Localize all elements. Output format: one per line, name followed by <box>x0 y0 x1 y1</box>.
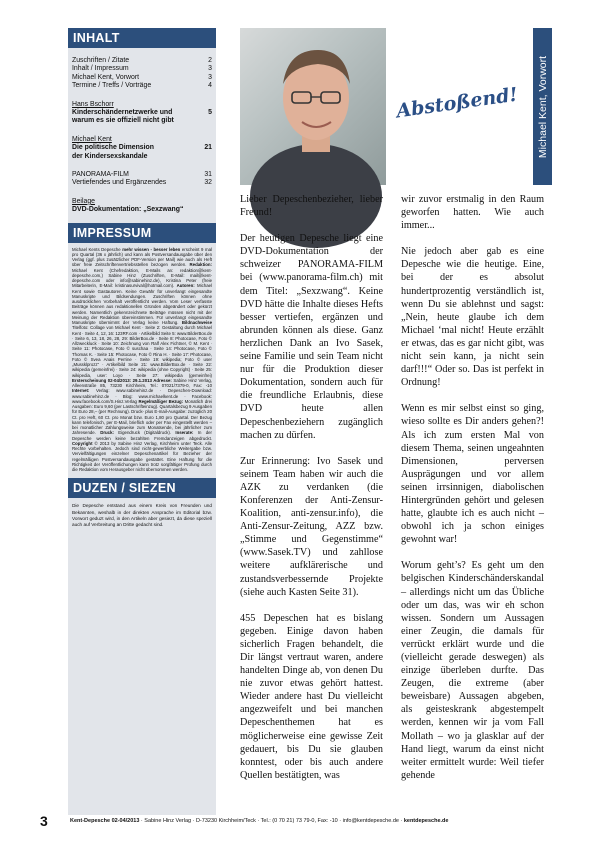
portrait-image <box>240 28 386 185</box>
paragraph: Worum geht’s? Es geht um den belgischen Kinderschänderskandal – allerdings nicht um das Übliche oder um das, was wir eh schon wissen. Sondern um Aussagen einer Zeugin, die damals für verrückt erklärt wurde und die (vielleicht gerade deswegen) als einzige überleben durfte. Das Zeugen, die extreme (aber beweisbare) Aussagen abgeben, als geisteskrank abgestempelt werden, kennen wir ja vom Fall Mollath – wo ja glasklar auf der Hand liegt, warum da einst nicht weiter ermittelt wurde: Weil tiefer gehende <box>401 560 544 781</box>
toc-item[interactable]: Zuschriften / Zitate 2 <box>72 57 212 64</box>
toc-beilage-title[interactable]: DVD-Dokumentation: „Sexzwang“ <box>72 206 184 214</box>
toc-article-title[interactable]: Kinderschändernetzwerke und 5 <box>72 109 212 117</box>
impressum-label: Inserate: <box>175 430 194 436</box>
toc-beilage-label: Beilage <box>72 197 95 205</box>
impressum-label: Copyright <box>72 440 93 446</box>
duzen-heading: DUZEN / SIEZEN <box>68 478 216 498</box>
header <box>237 28 533 185</box>
impressum-label: Redaktion: <box>189 262 212 268</box>
paragraph: Der heutigen Depesche liegt eine DVD-Dokumentation der schweizer PANORAMA-FILM bei (www.panorama-film.ch) mit dem Titel: „Sexzwang“. Keine DVD hätte die Inhalte dieses Hefts besser vertiefen, ergänzen und abrunden können als diese. Ganz herzlichen Dank an Ivo Sasek, seine Familie und sein Team nicht nur für die Produktion dieser Dokumentation, sondern auch für die freundliche Erlaubnis, diese DVD heute allen Depeschenbeziehern zugänglich machen zu dürfen. <box>240 233 383 441</box>
table-of-contents: Zuschriften / Zitate 2 Inhalt / Impressum 3 Michael Kent, Vorwort 3 Termine / Treffs / Vorträge 4 Hans Bschorr Kinderschändernetzwerke und 5 warum es sie offiziell nicht gibt Michael Kent Die politische Dimension 21 der Kindersexskandale PANORAMA-FILM 31 Vertiefendes und Ergänzendes 32 Beilage DVD-Dokumentation: „Sexzwang“ <box>72 57 212 214</box>
impressum-segment: Eigendruck (Digitaldruck). <box>113 430 176 436</box>
toc-article-author: Hans Bschorr <box>72 100 114 108</box>
toc-article-title[interactable]: Die politische Dimension 21 <box>72 144 212 152</box>
footer-website-link[interactable]: kentdepesche.de <box>403 818 449 824</box>
impressum-label: Internet: <box>72 388 90 394</box>
impressum-text <box>68 243 216 473</box>
footer-brand: Kent-Depesche 02-04/2013 <box>70 818 140 824</box>
impressum-segment: Verlag: www.sabinehinz.de · Depeschen-Download: www.sabinehinz.de · Blog: www.michaelkent.de · Facebook: www.facebook.com/S.Hinz.Verlag <box>72 388 212 404</box>
article-column-2 <box>401 193 544 795</box>
vertical-title: Michael Kent, Vorwort <box>536 55 549 158</box>
impressum-segment: Monatlich drei Ausgaben: Euro 9,60 (per Lastschrifteinzug). Quartalsbezug 9 Ausgaben für Euro 28,– (per Rechnung). Druck- plus E-mail-Ausgabe: zuzüglich 20 Ct. pro Heft, 60 Ct. pro Monat bzw. Euro 1,80 pro Quartal. Der Bezug kann telefonisch, per E-Mail, brieflich oder per Fax eingestellt werden – bei monatlicher Zahlungsweise zum Monatsende, bei jährlicher zum Jahresende. <box>72 398 213 436</box>
page-number: 3 <box>40 813 48 829</box>
paragraph: Wenn es mir selbst einst so ging, wieso sollte es Dir anders gehen?! Als ich zum ersten Mal von diesem Thema, seinen ungeahnten Dimensionen, perversen Ausprägungen und vor allem seinen irrsinnigen, diabolischen Hintergründen gehört und gelesen hatte, glaubte ich es auch nicht – obwohl ich ja schon einiges gewohnt war! <box>401 403 544 546</box>
impressum-segment: Michael Kent sowie Gastautoren. Keine Gewähr für unverlangt eingesandte Manuskripte und Bildsendungen. Zuschriften können ohne ausdrücklichen Vorbehalt veröffentlicht werden. Vom Leser verfasste Beiträge können aus redaktionellen Gründen abgeändert oder gekürzt werden. Namentlich gekennzeichnete Beiträge müssen nicht mit der Meinung der Redaktion übereinstimmen. Für unverlangt eingesandte Manuskripte übernimmt der Verlag keine Haftung. <box>72 283 212 326</box>
photo-caption: Michael Kent <box>237 149 241 171</box>
toc-item[interactable]: Inhalt / Impressum 3 <box>72 65 212 73</box>
paragraph: wir zuvor erstmalig in den Raum geworfen hatten. Wie auch immer... <box>401 194 544 232</box>
impressum-label: mehr wissen - besser leben <box>122 246 181 252</box>
impressum-segment: erscheint 9 mal pro Quartal (36 x jährlich) und kann als Postversandausgabe über den Verlag (ggf. plus zusätzlicher PDF-Version per Mail) wie auch als Heft über freie Zeitschriftenvertriebsstellen bezogen werden. <box>72 246 213 268</box>
page-footer <box>40 813 560 829</box>
toc-article-author: Michael Kent <box>72 135 112 143</box>
impressum-segment: Sabine Hinz Verlag, Alleenstraße 85, 73230 Kirchheim, Tel.: 07021/7379-0, Fax: -10 <box>72 377 212 389</box>
salutation: Lieber Depeschenbezieher, lieber Freund! <box>240 194 383 219</box>
author-photo <box>237 28 386 185</box>
article-column-1 <box>240 193 383 795</box>
impressum-segment: In der Depesche werden keine bezahlten Fremdanzeigen abgedruckt. <box>72 430 212 441</box>
paragraph: Nie jedoch aber gab es eine Depesche wie die heutige. Eine, bei der es absolut hundertprozentig verständlich ist, wenn Du sie ablehnst und sagst: „Nein, heute glaube ich dem Michael ‘mal nicht! Heute erzählt er etwas, das es gar nicht gibt, was nicht sein kann, ja nicht sein darf!!!“ Oder so. Das ist perfekt in Ordnung! <box>401 246 544 389</box>
duzen-text: Die Depesche entstand aus einem Kreis von Freunden und Bekannten, weshalb in der direkten Ansprache im Editorial bzw. Vorwort geduzt wird, in den Artikeln aber gesiezt, da diese speziell auch auf Verbreitung an Dritte gedacht sind. <box>72 503 212 527</box>
impressum-label: Ersterscheinung 02-04/2013: 29.1.2013 Adresse: <box>72 377 172 383</box>
impressum-segment: Michael Kent (Chefredaktion, E-Mails an: redaktion@kent-depesche.com,) Sabine Hinz (Zuschriften, E-Mail: mail@kent-depesche.com oder info@sabinehinz.de), Kristina Peter (freie Mitarbeiterin, E-Mail: kristinasurvival@hotmail.com). <box>72 267 212 289</box>
impressum-segment: Titelfoto: Collage von Michael Kent · Seite 2: Gestaltung durch Michael Kent · Seite 4, 12, 16: 123RF.com · Artikelbild Seite 5: www.BilderBox.de · Seite 6, 13, 18, 26, 28, 29: BilderBox.de · Seite 8: Photocase, Foto © Allzweckluck · Seite 10: Zeichnung von Ralf Alex Fichtner, © M. Kent · Seite 11: Photocase, Foto © suschaa · Seite 14: Photocase, Foto © Thomas K. · Seite 15: Photocase, Foto © Rina H. · Seite 17: Photocase, Foto © Svea Anais Perrine · Seite 19: wikipedia; Foto © user „Mussklprozz“ · Artikelbild Seite 21: www.BilderBox.de · Seite 22: wikipedia (gemeinfrei) · Seite 24: wikipedia (ohne Copyright) · Seite 25: wikipedia, user: Loyo · Seite 27: wikipedia (gemeinfrei) <box>72 325 212 378</box>
impressum-heading: IMPRESSUM <box>68 223 216 243</box>
handwritten-title: Abstoßend! <box>395 83 520 123</box>
toc-item[interactable]: Michael Kent, Vorwort 3 <box>72 73 212 81</box>
paragraph: 455 Depeschen hat es bislang gegeben. Einige davon haben sicherlich Fragen behandelt, die Dir längst vertraut waren, andere handelten Dinge ab, von denen Du nie zuvor etwas gehört hattest. Wieder andere hast Du vielleicht angezweifelt und bei manchen Depeschenthemen hat es möglicherweise eine gewisse Zeit gedauert, bis Du sie glauben konntest, oder bis auch andere Quellen bestätigten, was <box>240 612 383 781</box>
impressum-segment: © 2013 by Sabine Hinz Verlag, Kirchheim unter Teck. Alle Rechte vorbehalten. Jedoch sind nicht-gewerbliche Weitergabe bzw. Vervielfältigungen einzelner Depeschenartikel für Bezieher der regelmäßigen Postversandausgabe gestattet. Eine Haftung für die Richtigkeit der Veröffentlichungen kann trotz sorgfältiger Prüfung durch die Redaktion vom Herausgeber nicht übernommen werden. <box>72 440 212 473</box>
sidebar <box>68 28 216 815</box>
toc-item[interactable]: Termine / Treffs / Vorträge 4 <box>72 82 212 90</box>
paragraph: Zur Erinnerung: Ivo Sasek und seinem Team haben wir auch die AZK zu verdanken (die Konferenzen der Anti-Zensur-Koalition, anti-zensur.info), die Anti-Zensur-Zeitung, AZZ bzw. „Stimme und Gegenstimme“ (www.Sasek.TV) und zahllose weitere aufklärerische und zustandsverbessernde Projekte (siehe auch Kasten Seite 31). <box>240 455 383 598</box>
toc-item[interactable]: Vertiefendes und Ergänzendes 32 <box>72 179 212 187</box>
impressum-label: Regelmäßiger Bezug: <box>138 398 184 404</box>
impressum-label: Autoren: <box>176 283 195 289</box>
impressum-label: Bildnachweise <box>181 320 212 326</box>
impressum-segment: Michael Kents Depesche <box>72 246 123 252</box>
footer-address: · Sabine Hinz Verlag · D-73230 Kirchheim/Teck · Tel.: (0 70 21) 73 79-0, Fax: -10 · info@kentdepesche.de · <box>139 818 404 824</box>
impressum-label: Druck: <box>100 430 114 436</box>
inhalt-heading: INHALT <box>68 28 216 48</box>
toc-item[interactable]: PANORAMA-FILM 31 <box>72 171 212 179</box>
